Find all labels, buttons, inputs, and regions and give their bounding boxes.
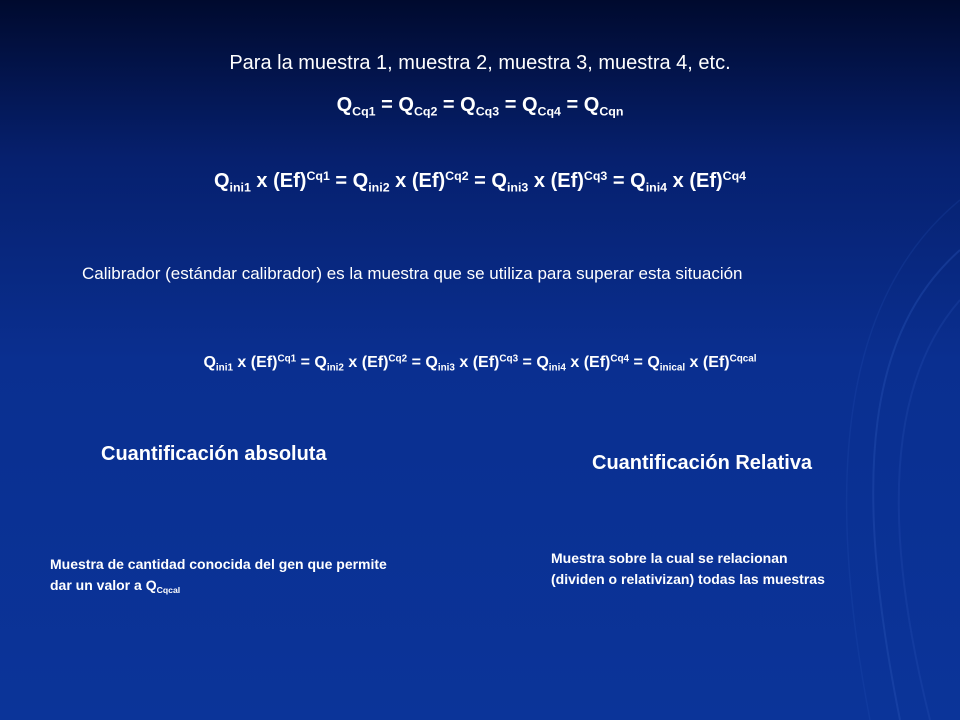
equation-efficiency-samples: $Q_{ini1}$ x $(Ef)^{Cq1} = Q_{ini2}$ x $(Ef)^{Cq2} = Q_{ini3}$ x $(Ef)^{Cq3} = Q_{ini4}$ x $(Ef)^{Cq4}$ xyxy=(213,169,747,195)
heading-relative-quantification: Cuantificación Relativa xyxy=(592,452,813,474)
relative-description xyxy=(551,548,951,590)
calibrator-definition: Calibrador (estándar calibrador) es la muestra que se utiliza para superar esta situación xyxy=(82,264,743,283)
absolute-description-line2: dar un valor a xyxy=(50,577,142,593)
heading-absolute-quantification: Cuantificación absoluta xyxy=(101,443,327,465)
intro-line: Para la muestra 1, muestra 2, muestra 3, muestra 4, etc. xyxy=(229,52,731,74)
absolute-description: Muestra de cantidad conocida del gen que permite dar un valor a $Q_{Cqcal}$ xyxy=(50,556,387,596)
absolute-description-line1: Muestra de cantidad conocida del gen que permite xyxy=(50,556,387,572)
relative-description-line2: (dividen o relativizan) todas las muestras xyxy=(551,571,825,587)
equation-with-calibrator: $Q_{ini1}$ x $(Ef)^{Cq1} = Q_{ini2}$ x $(Ef)^{Cq2} = Q_{ini3}$ x $(Ef)^{Cq3} = Q_{ini4}$ x $(Ef)^{Cq4} = Q_{inical}$ x $(Ef)^{Cqcal}$ xyxy=(203,353,757,374)
relative-description-line1: Muestra sobre la cual se relacionan xyxy=(551,550,788,566)
equation-cq-equal: $Q_{Cq1} = Q_{Cq2} = Q_{Cq3} = Q_{Cq4} = Q_{Cqn}$ xyxy=(336,94,624,119)
